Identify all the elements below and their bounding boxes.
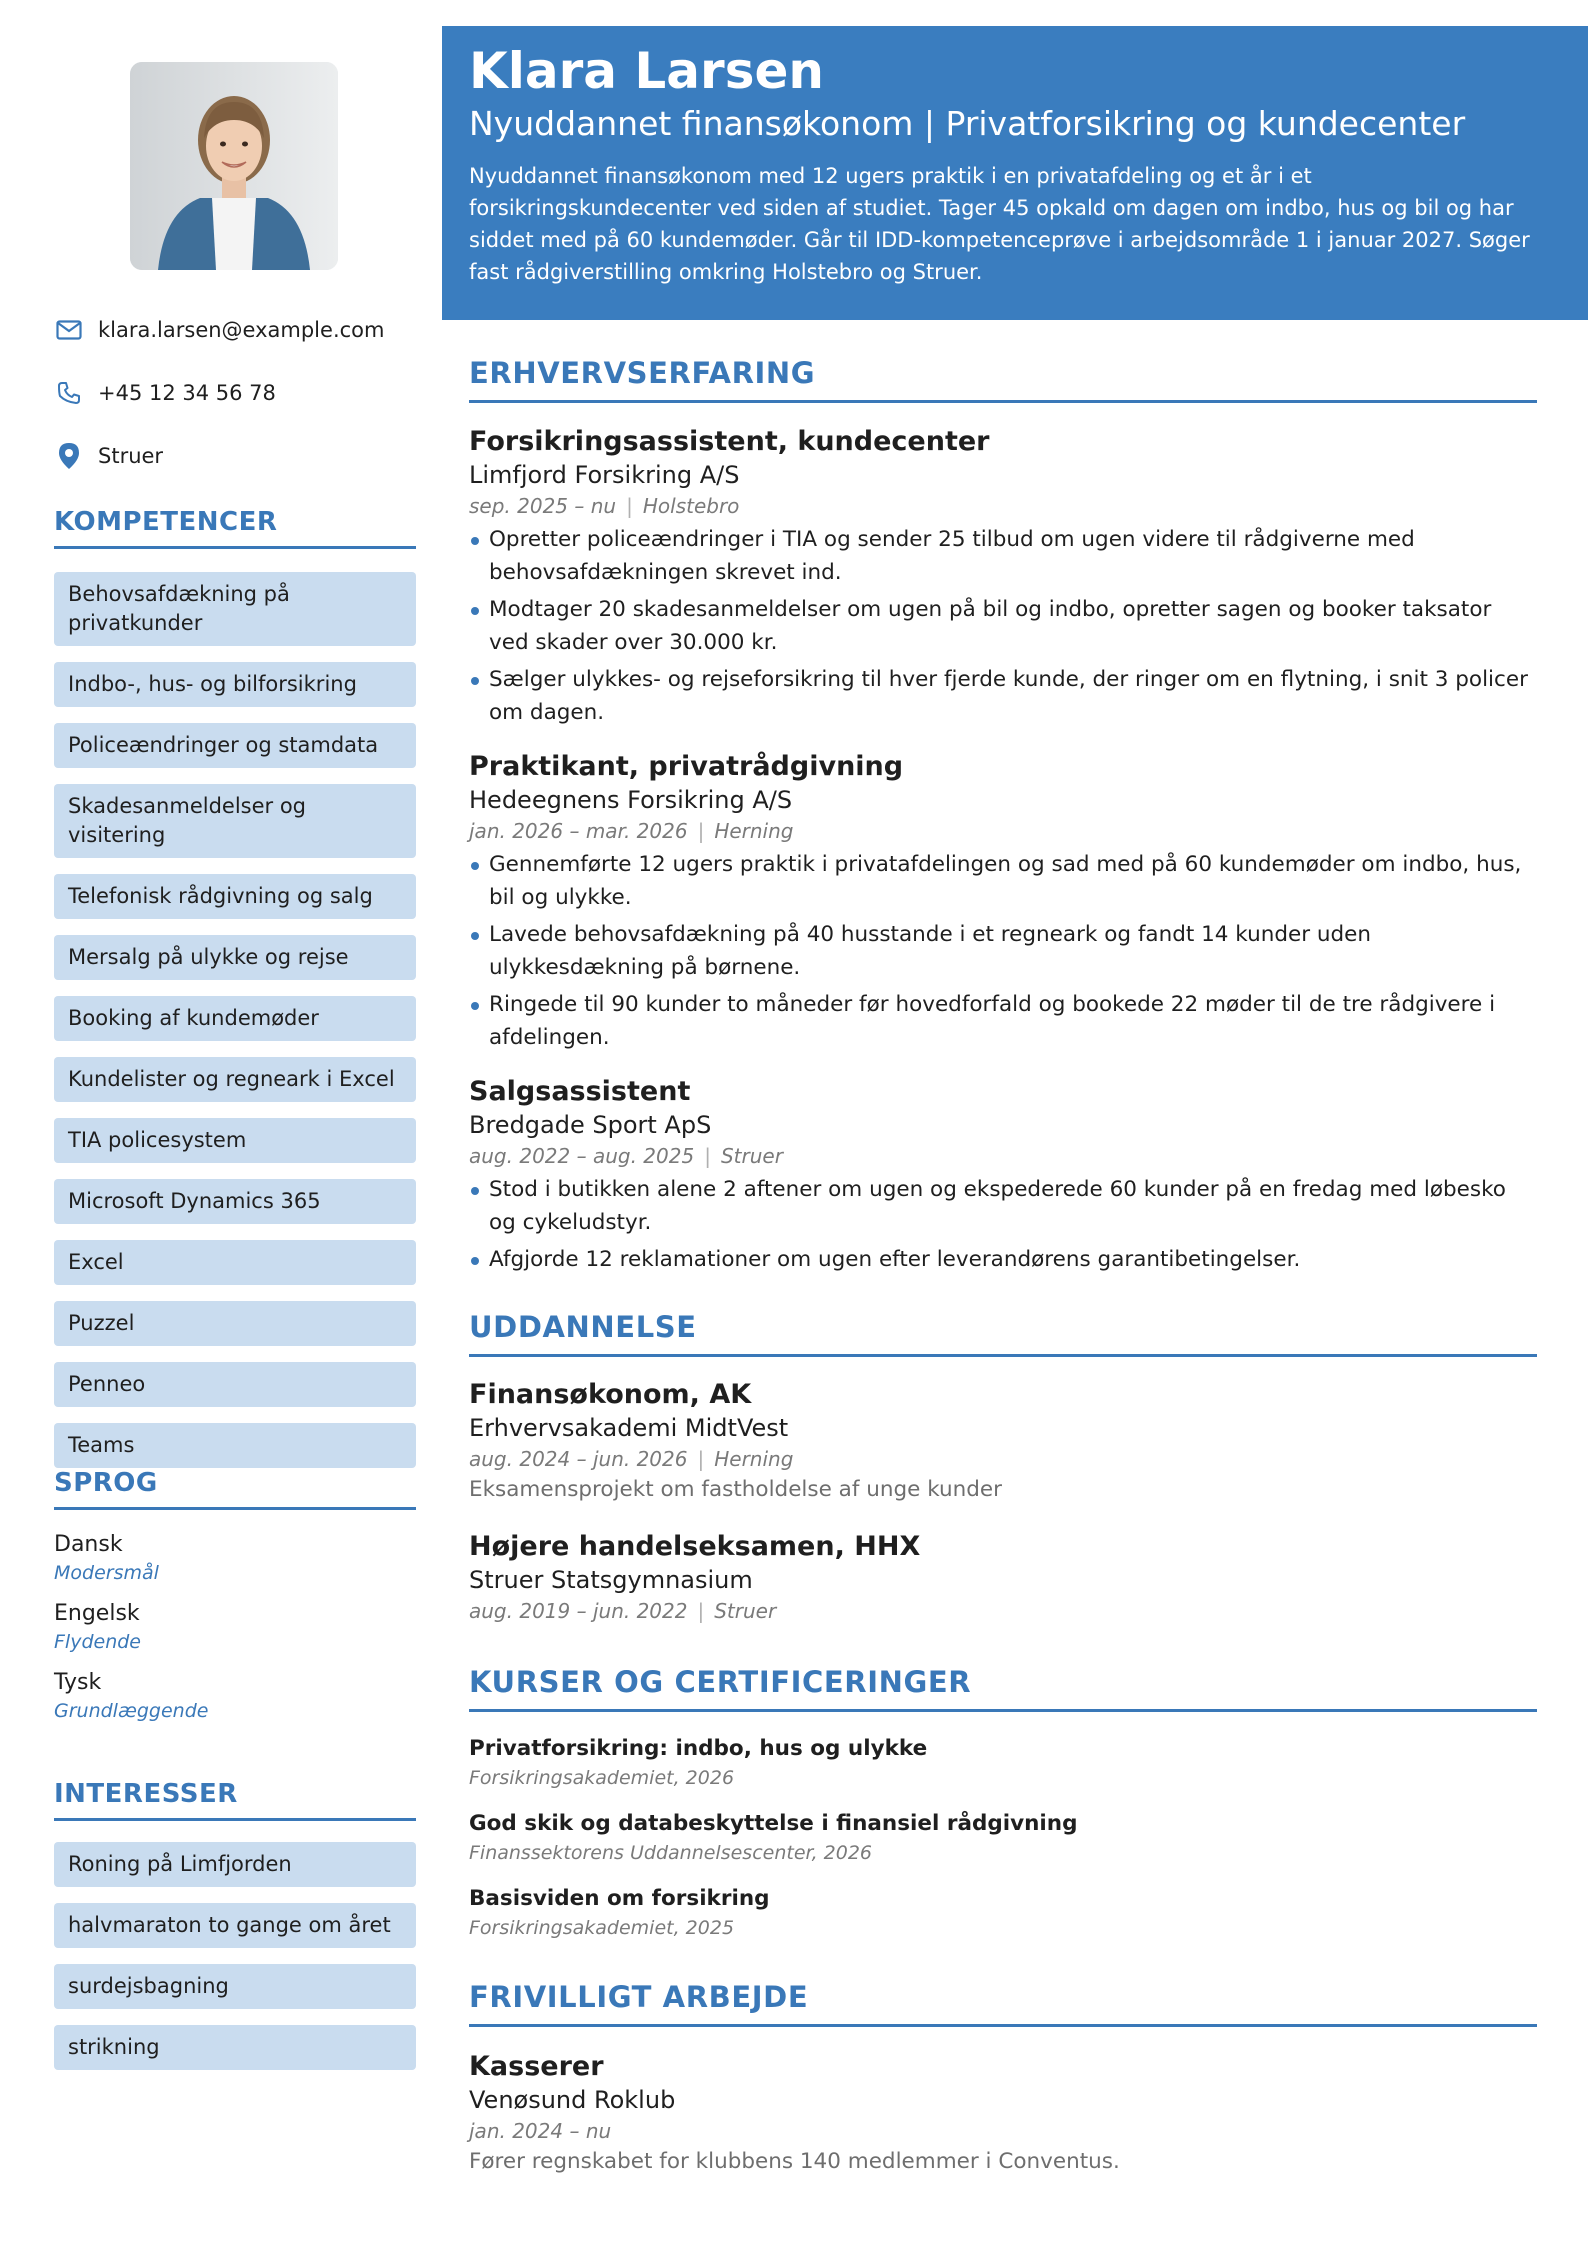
job-bullet: Ringede til 90 kunder to måneder før hovedforfald og bookede 22 møder til de tre rådgivere i afdelingen. bbox=[469, 988, 1537, 1054]
skill-chip: Skadesanmeldelser og visitering bbox=[54, 784, 416, 858]
job-place: Herning bbox=[714, 819, 794, 843]
job-company: Limfjord Forsikring A/S bbox=[469, 461, 740, 489]
course-meta: Forsikringsakademiet, 2025 bbox=[469, 1917, 735, 1939]
course-title: God skik og databeskyttelse i finansiel rådgivning bbox=[469, 1811, 1078, 1836]
job-company: Hedeegnens Forsikring A/S bbox=[469, 786, 793, 814]
languages-heading: SPROG bbox=[54, 1468, 416, 1510]
job-bullet: Lavede behovsafdækning på 40 husstande i et regneark og fandt 14 kunder uden ulykkesdækning på børnene. bbox=[469, 918, 1537, 984]
language-level: Flydende bbox=[54, 1631, 141, 1653]
experience-heading: ERHVERVSERFARING bbox=[469, 356, 1537, 403]
skill-chip: Indbo-, hus- og bilforsikring bbox=[54, 662, 416, 707]
skill-chip: Mersalg på ulykke og rejse bbox=[54, 935, 416, 980]
volunteer-title: Kasserer bbox=[469, 2051, 604, 2082]
contact-location bbox=[54, 441, 416, 471]
education-entry bbox=[469, 1378, 1537, 1506]
contact-phone[interactable] bbox=[54, 378, 416, 408]
job-meta: sep. 2025 – nu | Holstebro bbox=[469, 494, 740, 518]
location-text: Struer bbox=[98, 444, 164, 468]
job-meta: aug. 2022 – aug. 2025 | Struer bbox=[469, 1144, 783, 1168]
phone-text: +45 12 34 56 78 bbox=[98, 381, 276, 405]
course-meta: Finanssektorens Uddannelsescenter, 2026 bbox=[469, 1842, 873, 1864]
interests-list bbox=[54, 1842, 416, 2086]
language-name: Dansk bbox=[54, 1532, 123, 1557]
skill-chip: Penneo bbox=[54, 1362, 416, 1407]
job-bullets bbox=[469, 1173, 1537, 1276]
education-place: Struer bbox=[714, 1599, 777, 1623]
skill-chip: Policeændringer og stamdata bbox=[54, 723, 416, 768]
job-company: Bredgade Sport ApS bbox=[469, 1111, 712, 1139]
skills-list bbox=[54, 572, 416, 1484]
volunteer-note: Fører regnskabet for klubbens 140 medlemmer i Conventus. bbox=[469, 2149, 1120, 2174]
email-text: klara.larsen@example.com bbox=[98, 318, 385, 342]
interest-chip: strikning bbox=[54, 2025, 416, 2070]
language-item bbox=[54, 1598, 416, 1655]
skill-chip: Microsoft Dynamics 365 bbox=[54, 1179, 416, 1224]
skill-chip: Kundelister og regneark i Excel bbox=[54, 1057, 416, 1102]
education-place: Herning bbox=[714, 1447, 794, 1471]
education-meta: aug. 2024 – jun. 2026 | Herning bbox=[469, 1447, 794, 1471]
header-banner bbox=[442, 26, 1588, 320]
course-entry bbox=[469, 1808, 1537, 1867]
skill-chip: Booking af kundemøder bbox=[54, 996, 416, 1041]
skill-chip: Puzzel bbox=[54, 1301, 416, 1346]
education-dates: aug. 2019 – jun. 2022 bbox=[469, 1599, 688, 1623]
job-entry bbox=[469, 750, 1537, 1058]
profile-summary: Nyuddannet finansøkonom med 12 ugers praktik i en privatafdeling og et år i et forsikringskundecenter ved siden af studiet. Tager 45 opkald om dagen om indbo, hus og bil og har siddet med på 60 kundemøder. Går til IDD-kompetenceprøve i arbejdsområde 1 i januar 2027. Søger fast rådgiverstilling omkring Holstebro og Struer. bbox=[469, 164, 1530, 284]
job-dates: aug. 2022 – aug. 2025 bbox=[469, 1144, 695, 1168]
education-meta: aug. 2019 – jun. 2022 | Struer bbox=[469, 1599, 777, 1623]
languages-list bbox=[54, 1529, 416, 1736]
skill-chip: Teams bbox=[54, 1423, 416, 1468]
person-name: Klara Larsen bbox=[469, 42, 824, 100]
interest-chip: halvmaraton to gange om året bbox=[54, 1903, 416, 1948]
location-pin-icon bbox=[54, 441, 84, 471]
volunteer-heading: FRIVILLIGT ARBEJDE bbox=[469, 1980, 1537, 2027]
job-bullet: Gennemførte 12 ugers praktik i privatafdelingen og sad med på 60 kundemøder om indbo, hus, bil og ulykke. bbox=[469, 848, 1537, 914]
mail-icon bbox=[54, 315, 84, 345]
volunteer-org: Venøsund Roklub bbox=[469, 2086, 676, 2114]
courses-heading: KURSER OG CERTIFICERINGER bbox=[469, 1665, 1537, 1712]
course-title: Basisviden om forsikring bbox=[469, 1886, 770, 1911]
job-bullets bbox=[469, 523, 1537, 729]
job-title: Praktikant, privatrådgivning bbox=[469, 751, 904, 782]
volunteer-dates: jan. 2024 – nu bbox=[469, 2119, 612, 2143]
education-dates: aug. 2024 – jun. 2026 bbox=[469, 1447, 688, 1471]
language-level: Modersmål bbox=[54, 1562, 159, 1584]
education-title: Finansøkonom, AK bbox=[469, 1379, 752, 1410]
profile-photo bbox=[130, 62, 338, 270]
education-school: Struer Statsgymnasium bbox=[469, 1566, 753, 1594]
language-item bbox=[54, 1529, 416, 1586]
interest-chip: Roning på Limfjorden bbox=[54, 1842, 416, 1887]
language-name: Engelsk bbox=[54, 1601, 140, 1626]
education-note: Eksamensprojekt om fastholdelse af unge kunder bbox=[469, 1477, 1002, 1502]
course-title: Privatforsikring: indbo, hus og ulykke bbox=[469, 1736, 928, 1761]
skill-chip: Excel bbox=[54, 1240, 416, 1285]
language-name: Tysk bbox=[54, 1670, 102, 1695]
interests-heading: INTERESSER bbox=[54, 1779, 416, 1821]
job-dates: jan. 2026 – mar. 2026 bbox=[469, 819, 688, 843]
person-title: Nyuddannet finansøkonom | Privatforsikring og kundecenter bbox=[469, 104, 1466, 143]
job-bullet: Stod i butikken alene 2 aftener om ugen og ekspederede 60 kunder på en fredag med løbesko og cykeludstyr. bbox=[469, 1173, 1537, 1239]
volunteer-entry bbox=[469, 2050, 1537, 2178]
job-title: Salgsassistent bbox=[469, 1076, 691, 1107]
job-dates: sep. 2025 – nu bbox=[469, 494, 617, 518]
language-item bbox=[54, 1667, 416, 1724]
skill-chip: Telefonisk rådgivning og salg bbox=[54, 874, 416, 919]
job-title: Forsikringsassistent, kundecenter bbox=[469, 426, 990, 457]
education-entry bbox=[469, 1530, 1537, 1626]
course-meta: Forsikringsakademiet, 2026 bbox=[469, 1767, 735, 1789]
job-entry bbox=[469, 425, 1537, 733]
job-bullets bbox=[469, 848, 1537, 1054]
skill-chip: Behovsafdækning på privatkunder bbox=[54, 572, 416, 646]
job-place: Struer bbox=[720, 1144, 783, 1168]
contact-email[interactable] bbox=[54, 315, 416, 345]
job-bullet: Modtager 20 skadesanmeldelser om ugen på bil og indbo, opretter sagen og booker taksator ved skader over 30.000 kr. bbox=[469, 593, 1537, 659]
education-school: Erhvervsakademi MidtVest bbox=[469, 1414, 789, 1442]
course-entry bbox=[469, 1883, 1537, 1942]
job-meta: jan. 2026 – mar. 2026 | Herning bbox=[469, 819, 794, 843]
skills-heading: KOMPETENCER bbox=[54, 507, 416, 549]
job-bullet: Sælger ulykkes- og rejseforsikring til hver fjerde kunde, der ringer om en flytning, i snit 3 policer om dagen. bbox=[469, 663, 1537, 729]
course-entry bbox=[469, 1733, 1537, 1792]
job-bullet: Opretter policeændringer i TIA og sender 25 tilbud om ugen videre til rådgiverne med behovsafdækningen skrevet ind. bbox=[469, 523, 1537, 589]
job-bullet: Afgjorde 12 reklamationer om ugen efter leverandørens garantibetingelser. bbox=[469, 1243, 1537, 1276]
job-entry bbox=[469, 1075, 1537, 1280]
language-level: Grundlæggende bbox=[54, 1700, 209, 1722]
interest-chip: surdejsbagning bbox=[54, 1964, 416, 2009]
education-heading: UDDANNELSE bbox=[469, 1310, 1537, 1357]
skill-chip: TIA policesystem bbox=[54, 1118, 416, 1163]
phone-icon bbox=[54, 378, 84, 408]
job-place: Holstebro bbox=[642, 494, 740, 518]
education-title: Højere handelseksamen, HHX bbox=[469, 1531, 921, 1562]
